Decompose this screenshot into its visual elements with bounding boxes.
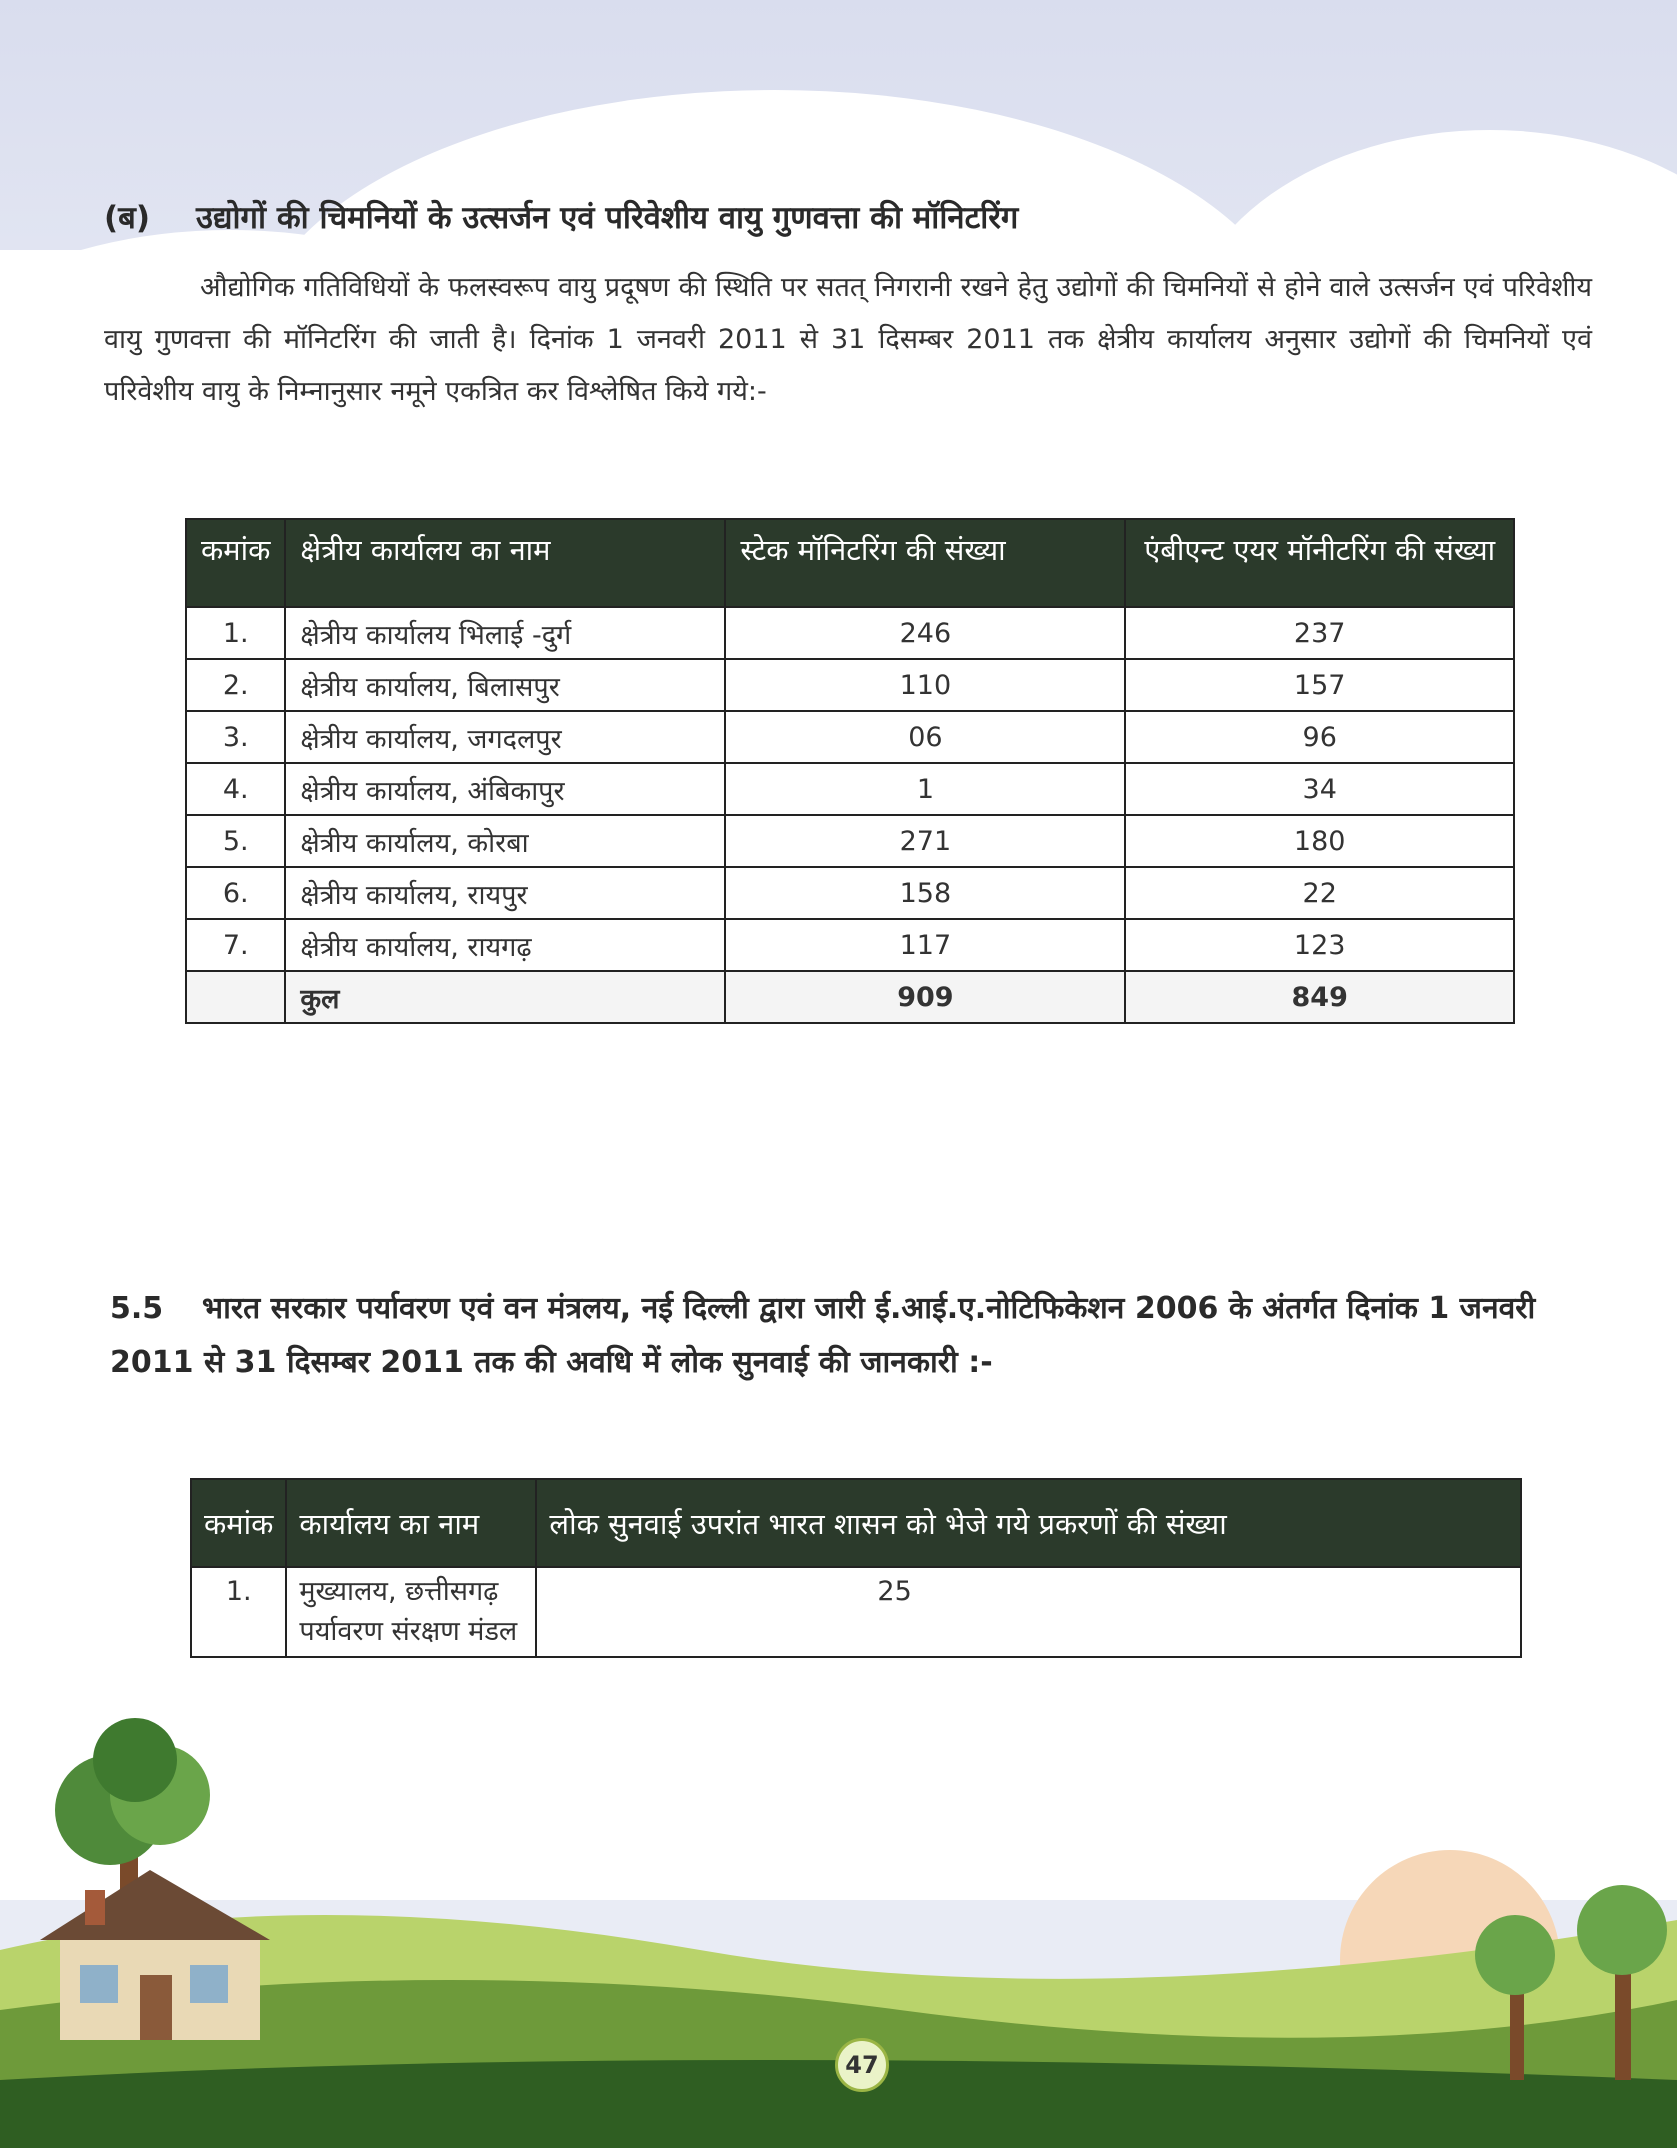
section-b-paragraph: औद्योगिक गतिविधियों के फलस्वरूप वायु प्रदूषण की स्थिति पर सतत् निगरानी रखने हेतु उद्योगों की चिमनियों से होने वाले उत्सर्जन एवं परिवेशीय वायु गुणवत्ता की मॉनिटरिंग की जाती है। दिनांक 1 जनवरी 2011 से 31 दिसम्बर 2011 तक क्षेत्रीय कार्यालय अनुसार उद्योगों की चिमनियों एवं परिवेशीय वायु के निम्नानुसार नमूने एकत्रित कर विश्लेषित किये गये:- bbox=[104, 272, 1592, 407]
page-number: 47 bbox=[835, 2038, 889, 2092]
row-stack: 158 bbox=[725, 867, 1125, 919]
col-ambient-air: एंबीएन्ट एयर मॉनीटरिंग की संख्या bbox=[1125, 519, 1514, 607]
row-serial: 3. bbox=[186, 711, 285, 763]
table-row bbox=[186, 815, 1514, 867]
row-count: 25 bbox=[536, 1567, 1521, 1657]
row-ambient: 123 bbox=[1125, 919, 1514, 971]
stack-monitoring-table bbox=[185, 518, 1515, 1024]
row-office: क्षेत्रीय कार्यालय, अंबिकापुर bbox=[285, 763, 725, 815]
row-ambient: 96 bbox=[1125, 711, 1514, 763]
total-stack: 909 bbox=[725, 971, 1125, 1023]
row-ambient: 22 bbox=[1125, 867, 1514, 919]
table-row bbox=[186, 711, 1514, 763]
table-row bbox=[186, 607, 1514, 659]
col-serial: कमांक bbox=[186, 519, 285, 607]
row-serial: 4. bbox=[186, 763, 285, 815]
section-5-5-heading bbox=[110, 1282, 1590, 1390]
table-row bbox=[186, 919, 1514, 971]
section-b-title: उद्योगों की चिमनियों के उत्सर्जन एवं परिवेशीय वायु गुणवत्ता की मॉनिटरिंग bbox=[196, 200, 1019, 236]
row-serial: 1. bbox=[186, 607, 285, 659]
row-ambient: 180 bbox=[1125, 815, 1514, 867]
section-5-5-text: भारत सरकार पर्यावरण एवं वन मंत्रलय, नई दिल्ली द्वारा जारी ई.आई.ए.नोटिफिकेशन 2006 के अंतर्गत दिनांक 1 जनवरी 2011 से 31 दिसम्बर 2011 तक की अवधि में लोक सुनवाई की जानकारी :- bbox=[110, 1291, 1536, 1380]
row-stack: 06 bbox=[725, 711, 1125, 763]
row-office: क्षेत्रीय कार्यालय, बिलासपुर bbox=[285, 659, 725, 711]
row-serial: 2. bbox=[186, 659, 285, 711]
landscape-illustration bbox=[0, 1700, 1677, 2148]
col-serial: कमांक bbox=[191, 1479, 286, 1567]
row-ambient: 157 bbox=[1125, 659, 1514, 711]
row-stack: 1 bbox=[725, 763, 1125, 815]
table-row bbox=[191, 1567, 1521, 1657]
public-hearing-table bbox=[190, 1478, 1522, 1658]
row-office: क्षेत्रीय कार्यालय, रायपुर bbox=[285, 867, 725, 919]
col-office-name: कार्यालय का नाम bbox=[286, 1479, 536, 1567]
col-stack-monitoring: स्टेक मॉनिटरिंग की संख्या bbox=[725, 519, 1125, 607]
row-office: क्षेत्रीय कार्यालय, कोरबा bbox=[285, 815, 725, 867]
row-serial: 1. bbox=[191, 1567, 286, 1657]
col-office-name: क्षेत्रीय कार्यालय का नाम bbox=[285, 519, 725, 607]
row-stack: 271 bbox=[725, 815, 1125, 867]
row-stack: 246 bbox=[725, 607, 1125, 659]
house bbox=[40, 1870, 270, 2040]
table-header-row bbox=[191, 1479, 1521, 1567]
section-b-heading bbox=[104, 196, 1604, 238]
table-header-row bbox=[186, 519, 1514, 607]
row-serial: 5. bbox=[186, 815, 285, 867]
table-row bbox=[186, 659, 1514, 711]
row-ambient: 34 bbox=[1125, 763, 1514, 815]
row-office: मुख्यालय, छत्तीसगढ़ पर्यावरण संरक्षण मंडल bbox=[286, 1567, 536, 1657]
section-5-5-number: 5.5 bbox=[110, 1291, 164, 1326]
total-ambient: 849 bbox=[1125, 971, 1514, 1023]
row-office: क्षेत्रीय कार्यालय, जगदलपुर bbox=[285, 711, 725, 763]
row-serial: 7. bbox=[186, 919, 285, 971]
section-b-label: (ब) bbox=[104, 200, 151, 236]
row-stack: 110 bbox=[725, 659, 1125, 711]
total-blank bbox=[186, 971, 285, 1023]
row-stack: 117 bbox=[725, 919, 1125, 971]
row-ambient: 237 bbox=[1125, 607, 1514, 659]
table-row bbox=[186, 867, 1514, 919]
row-office: क्षेत्रीय कार्यालय भिलाई -दुर्ग bbox=[285, 607, 725, 659]
table-total-row bbox=[186, 971, 1514, 1023]
col-case-count: लोक सुनवाई उपरांत भारत शासन को भेजे गये प्रकरणों की संख्या bbox=[536, 1479, 1521, 1567]
total-label: कुल bbox=[285, 971, 725, 1023]
row-office: क्षेत्रीय कार्यालय, रायगढ़ bbox=[285, 919, 725, 971]
table-row bbox=[186, 763, 1514, 815]
row-serial: 6. bbox=[186, 867, 285, 919]
